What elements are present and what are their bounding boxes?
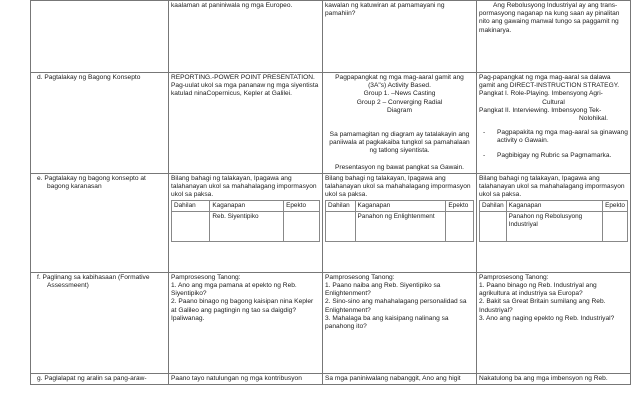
table-row xyxy=(31,73,631,174)
header-dahilan: Dahilan xyxy=(480,201,507,212)
content-cell: kaalaman at paniniwala ng mga Europeo. xyxy=(169,1,323,73)
info-table xyxy=(479,200,628,242)
row-label-cell xyxy=(31,1,169,73)
event-cell: Reb. Siyentipiko xyxy=(210,212,284,242)
header-dahilan: Dahilan xyxy=(172,201,210,212)
content-cell: kawalan ng katuwiran at pamamayani ng pamahiin? xyxy=(323,1,477,73)
table-row xyxy=(31,373,631,384)
header-dahilan: Dahilan xyxy=(326,201,356,212)
header-epekto: Epekto xyxy=(284,201,320,212)
header-epekto: Epekto xyxy=(603,201,628,212)
lesson-plan-table xyxy=(30,0,631,385)
table-row xyxy=(31,272,631,373)
event-cell: Panahon ng Rebolusyong Industriyal xyxy=(506,212,602,242)
content-cell: REPORTING.-POWER POINT PRESENTATION. Pag-uulat ukol sa mga pananaw ng mga siyentista katulad ninaCopernicus, Kepler at Galilei. xyxy=(169,73,323,174)
info-table xyxy=(325,200,474,242)
event-cell: Panahon ng Enlightenment xyxy=(355,212,446,242)
info-table xyxy=(171,200,320,242)
header-kaganapan: Kaganapan xyxy=(355,201,446,212)
content-cell: Pagpapangkat ng mga mag-aaral gamit ang (3A"s) Activity Based. Group 1. –News Casting Group 2 – Converging Radial Diagram Sa pamamagitan ng diagram ay tatalakayin ang paniiwala at pagkakaiba tungkol sa pamahalaan ng tatlong siyentista. Presentasyon ng bawat pangkat sa Gawain. xyxy=(323,73,477,174)
content-cell: Nakatulong ba ang mga imbensyon ng Reb. xyxy=(477,373,631,384)
row-label-cell: g. Paglalapat ng aralin sa pang-araw- xyxy=(31,373,169,384)
content-cell: Sa mga paniniwalang nabanggit, Ano ang higit xyxy=(323,373,477,384)
content-cell: Pamprosesong Tanong: 1. Paano binago ng Reb. Industriyal ang agrikultura at industriya sa Europa? 2. Bakit sa Great Britain sumilang ang Reb. Industriyal? 3. Ano ang naging epekto ng Reb. Industriyal? xyxy=(477,272,631,373)
row-label-cell: f. Paglinang sa kabihasaan (Formative Assessmeent) xyxy=(31,272,169,373)
content-cell: Bilang bahagi ng talakayan, Ipagawa ang talahanayan ukol sa mahahalagang impormasyon ukol sa paksa. Dahilan Kaganapan Epekto Panahon ng Enlightenment xyxy=(323,173,477,272)
content-cell: Bilang bahagi ng talakayan, Ipagawa ang talahanayan ukol sa mahahalagang impormasyon ukol sa paksa. Dahilan Kaganapan Epekto Reb. Siyentipiko xyxy=(169,173,323,272)
header-kaganapan: Kaganapan xyxy=(210,201,284,212)
row-label-cell: d. Pagtalakay ng Bagong Konsepto xyxy=(31,73,169,174)
row-label-cell: e. Pagtalakay ng bagong konsepto at bagong karanasan xyxy=(31,173,169,272)
table-row xyxy=(31,173,631,272)
table-row xyxy=(31,1,631,73)
list-item: - Pagpapakita ng mga mag-aaral sa ginawang activity o Gawain. xyxy=(483,129,628,145)
content-cell: Ang Rebolusyong Industriyal ay ang trans-pormasyong naganap na kung saan ay pinalitan nito ang gawaing manwal tungo sa paggamit ng makinarya. xyxy=(477,1,631,73)
content-cell: Bilang bahagi ng talakayan, Ipagawa ang talahanayan ukol sa mahahalagang impormasyon ukol sa paksa. Dahilan Kaganapan Epekto Panahon ng Rebolusyong Industriyal xyxy=(477,173,631,272)
content-cell: Paano tayo natulungan ng mga kontribusyon xyxy=(169,373,323,384)
list-item: - Pagbibigay ng Rubric sa Pagmamarka. xyxy=(483,151,612,159)
content-cell: Pamprosesong Tanong: 1. Paano naiba ang Reb. Siyentipiko sa Enlightenment? 2. Sino-sino ang mahahalagang personalidad sa Enlightenment? 3. Mahalaga ba ang kaisipang nalinang sa panahong ito? xyxy=(323,272,477,373)
content-cell: Pag-papangkat ng mga mag-aaral sa dalawa gamit ang DIRECT-INSTRUCTION STRATEGY. Pangkat I. Role-Playing. Imbensyong Agri- Cultural Pangkat II. Interviewing. Imbensyong Tek- Nolohikal. - Pagpapakita ng mga mag-aaral sa ginawang activity o Gawain. - Pagbibigay ng Rubric sa Pagmamarka. xyxy=(477,73,631,174)
header-kaganapan: Kaganapan xyxy=(506,201,602,212)
content-cell: Pamprosesong Tanong: 1. Ano ang mga pamana at epekto ng Reb. Siyentipiko? 2. Paano binago ng bagong kaisipan nina Kepler at Galileo ang pagtingin ng tao sa daigdig? Ipaliwanag. xyxy=(169,272,323,373)
header-epekto: Epekto xyxy=(446,201,474,212)
